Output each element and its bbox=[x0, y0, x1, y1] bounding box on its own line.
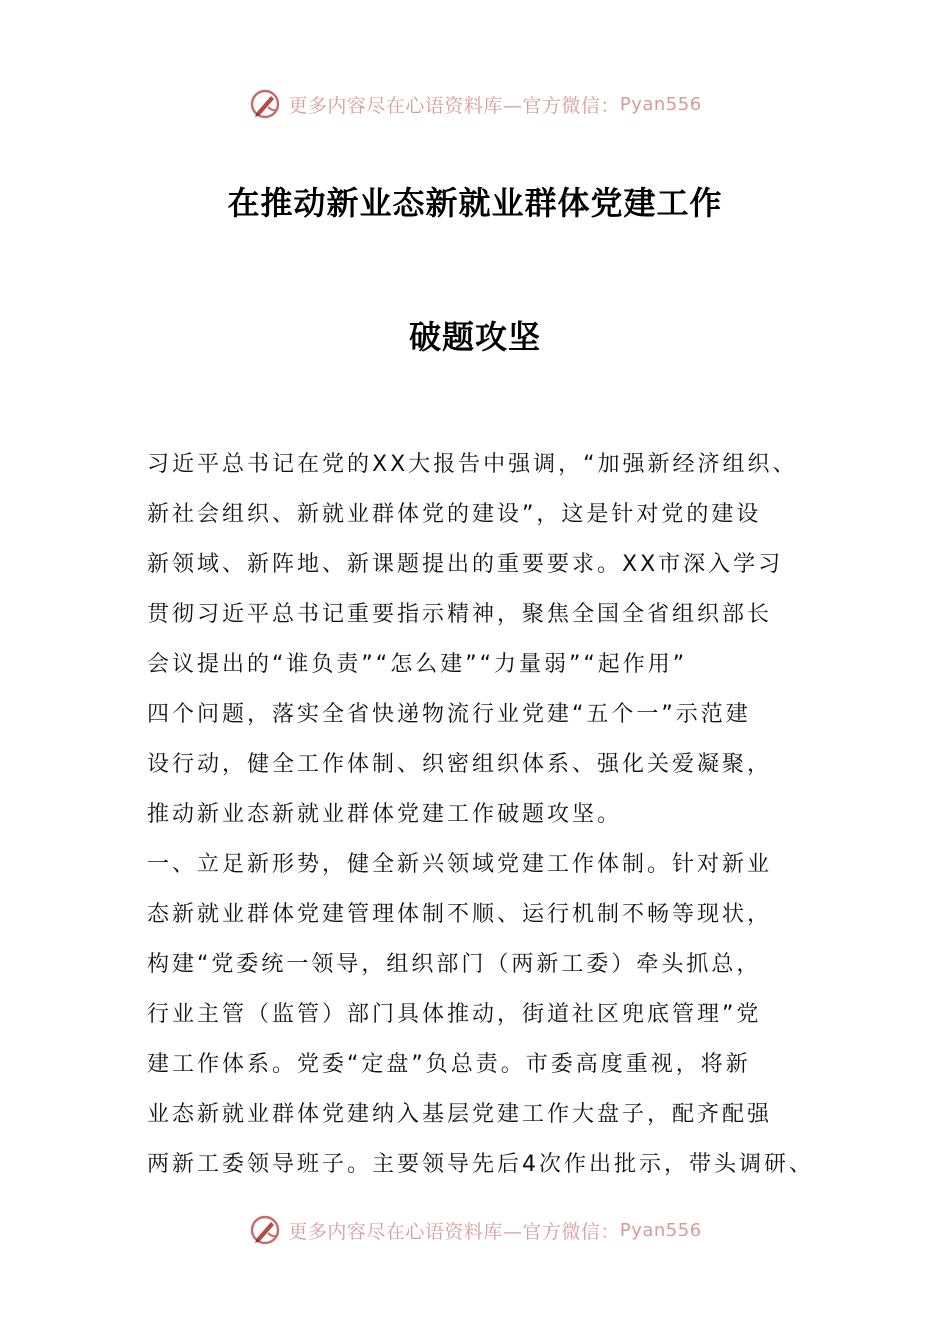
body-line: 建工作体系。党委“定盘”负总责。市委高度重视，将新 bbox=[147, 1052, 751, 1077]
watermark-text: 更多内容尽在心语资料库—官方微信： bbox=[288, 1220, 620, 1243]
watermark-text: 更多内容尽在心语资料库—官方微信： bbox=[288, 94, 620, 117]
body-line: 新社会组织、新就业群体党的建设”，这是针对党的建设 bbox=[147, 502, 762, 527]
watermark-footer bbox=[0, 1210, 950, 1250]
watermark-header bbox=[0, 84, 950, 124]
pen-logo-icon bbox=[248, 1213, 282, 1247]
body-line: 贯彻习近平总书记重要指示精神，聚焦全国全省组织部长 bbox=[147, 602, 773, 627]
body-line: 设行动，健全工作体制、织密组织体系、强化关爱凝聚， bbox=[147, 752, 773, 777]
body-line: 构建“党委统一领导，组织部门（两新工委）牵头抓总， bbox=[147, 952, 762, 977]
body-line: 行业主管（监管）部门具体推动，街道社区兜底管理”党 bbox=[147, 1002, 762, 1027]
body-line: 态新就业群体党建管理体制不顺、运行机制不畅等现状， bbox=[147, 902, 773, 927]
document-body bbox=[147, 440, 847, 1190]
body-line: 业态新就业群体党建纳入基层党建工作大盘子，配齐配强 bbox=[147, 1102, 773, 1127]
body-line: 四个问题，落实全省快递物流行业党建“五个一”示范建 bbox=[147, 702, 751, 727]
watermark-contact: Pyan556 bbox=[619, 93, 702, 115]
watermark-contact: Pyan556 bbox=[619, 1219, 702, 1241]
body-line: 习近平总书记在党的XX大报告中强调，“加强新经济组织、 bbox=[147, 452, 798, 477]
body-line: 会议提出的“谁负责”“怎么建”“力量弱”“起作用” bbox=[147, 652, 688, 677]
pen-logo-icon bbox=[248, 87, 282, 121]
document-title-line1: 在推动新业态新就业群体党建工作 bbox=[227, 184, 723, 222]
body-line: 两新工委领导班子。主要领导先后4次作出批示，带头调研、 bbox=[147, 1152, 814, 1177]
document-title-line2: 破题攻坚 bbox=[408, 318, 541, 356]
body-line: 新领域、新阵地、新课题提出的重要要求。XX市深入学习 bbox=[147, 552, 784, 577]
section-heading-line: 一、立足新形势，健全新兴领域党建工作体制。针对新业 bbox=[147, 852, 773, 877]
body-line: 推动新业态新就业群体党建工作破题攻坚。 bbox=[147, 802, 623, 827]
